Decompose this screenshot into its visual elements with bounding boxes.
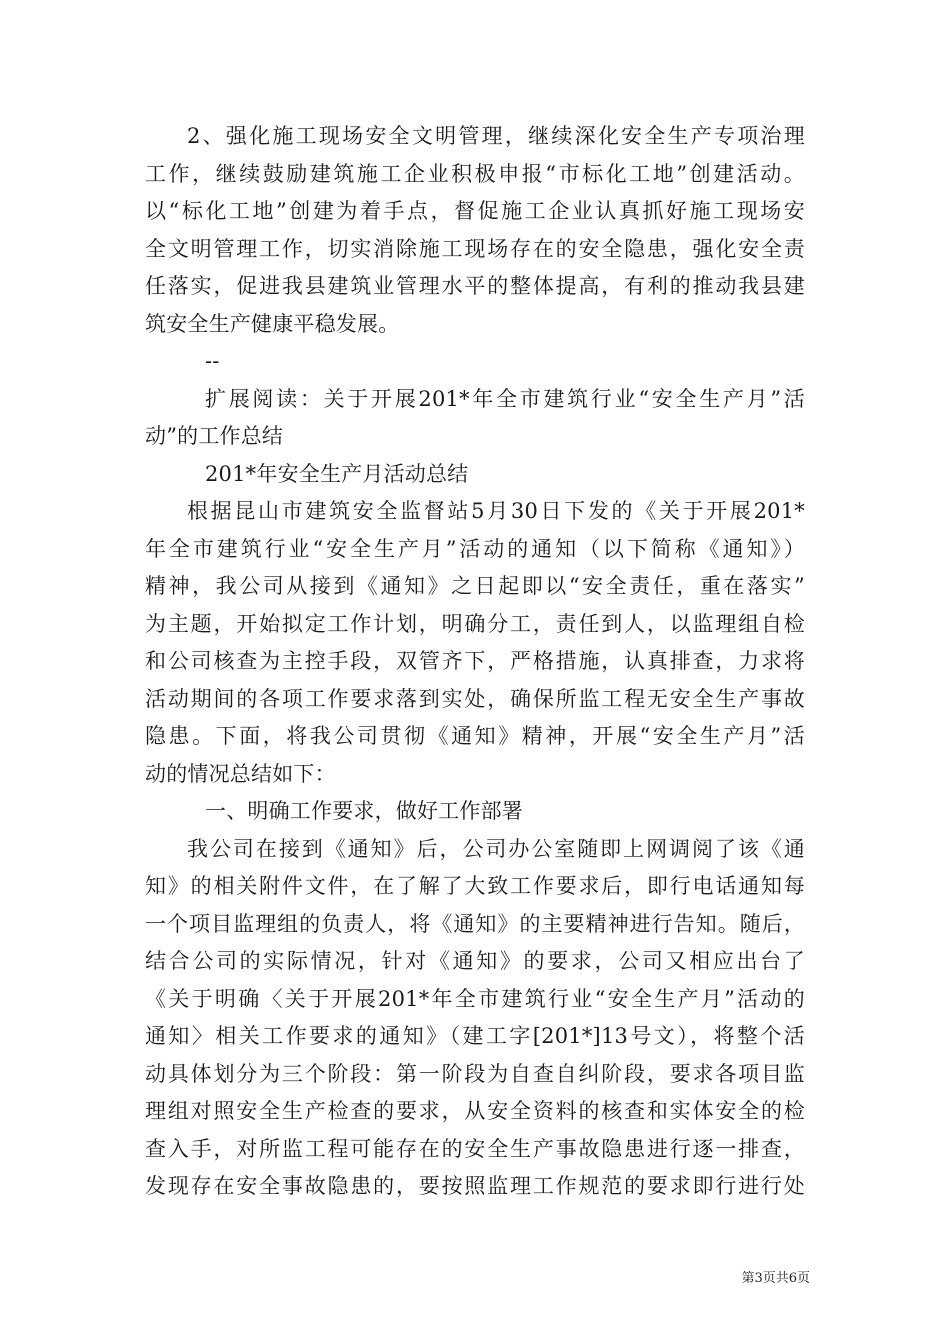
paragraph-line: 理组对照安全生产检查的要求，从安全资料的核查和实体安全的检 bbox=[145, 1099, 805, 1123]
subsection-heading: 一、明确工作要求，做好工作部署 bbox=[205, 799, 523, 823]
separator-mark: -- bbox=[205, 349, 220, 373]
document-body bbox=[145, 118, 805, 1206]
extended-reading-heading: 动”的工作总结 bbox=[145, 424, 284, 448]
paragraph-line: 任落实，促进我县建筑业管理水平的整体提高，有利的推动我县建 bbox=[145, 274, 805, 298]
paragraph-line: 为主题，开始拟定工作计划，明确分工，责任到人，以监理组自检 bbox=[145, 611, 805, 636]
paragraph-line: 查入手，对所监工程可能存在的安全生产事故隐患进行逐一排查， bbox=[145, 1136, 805, 1161]
paragraph-line: 工作，继续鼓励建筑施工企业积极申报“市标化工地”创建活动。 bbox=[145, 161, 805, 186]
paragraph-line: 结合公司的实际情况，针对《通知》的要求，公司又相应出台了 bbox=[145, 949, 805, 973]
paragraph-line: 筑安全生产健康平稳发展。 bbox=[145, 311, 400, 336]
paragraph-line: 《关于明确〈关于开展201*年全市建筑行业“安全生产月”活动的 bbox=[145, 986, 805, 1011]
paragraph-line: 知》的相关附件文件，在了解了大致工作要求后，即行电话通知每 bbox=[145, 874, 805, 898]
section-title: 201*年安全生产月活动总结 bbox=[205, 461, 469, 486]
paragraph-line: 根据昆山市建筑安全监督站5月30日下发的《关于开展201* bbox=[187, 499, 805, 523]
paragraph-line: 我公司在接到《通知》后，公司办公室随即上网调阅了该《通 bbox=[187, 836, 805, 861]
paragraph-line: 精神，我公司从接到《通知》之日起即以“安全责任，重在落实” bbox=[145, 574, 805, 598]
paragraph-line: 活动期间的各项工作要求落到实处，确保所监工程无安全生产事故 bbox=[145, 686, 805, 711]
paragraph-line: 通知〉相关工作要求的通知》（建工字[201*]13号文），将整个活 bbox=[145, 1024, 805, 1048]
paragraph-line: 全文明管理工作，切实消除施工现场存在的安全隐患，强化安全责 bbox=[145, 236, 805, 261]
paragraph-line: 隐患。下面，将我公司贯彻《通知》精神，开展“安全生产月”活 bbox=[145, 724, 805, 748]
extended-reading-heading: 扩展阅读：关于开展201*年全市建筑行业“安全生产月”活 bbox=[205, 386, 805, 411]
paragraph-line: 发现存在安全事故隐患的，要按照监理工作规范的要求即行进行处 bbox=[145, 1174, 805, 1198]
paragraph-line: 和公司核查为主控手段，双管齐下，严格措施，认真排查，力求将 bbox=[145, 649, 805, 673]
paragraph-line: 动的情况总结如下： bbox=[145, 761, 336, 786]
paragraph-line: 一个项目监理组的负责人，将《通知》的主要精神进行告知。随后， bbox=[145, 911, 805, 936]
paragraph-line: 以“标化工地”创建为着手点，督促施工企业认真抓好施工现场安 bbox=[145, 199, 805, 223]
paragraph-line: 2、强化施工现场安全文明管理，继续深化安全生产专项治理 bbox=[187, 124, 805, 148]
paragraph-line: 动具体划分为三个阶段：第一阶段为自查自纠阶段，要求各项目监 bbox=[145, 1061, 805, 1086]
paragraph-line: 年全市建筑行业“安全生产月”活动的通知（以下简称《通知》） bbox=[145, 536, 805, 561]
page-number: 第3页共6页 bbox=[741, 1271, 810, 1286]
